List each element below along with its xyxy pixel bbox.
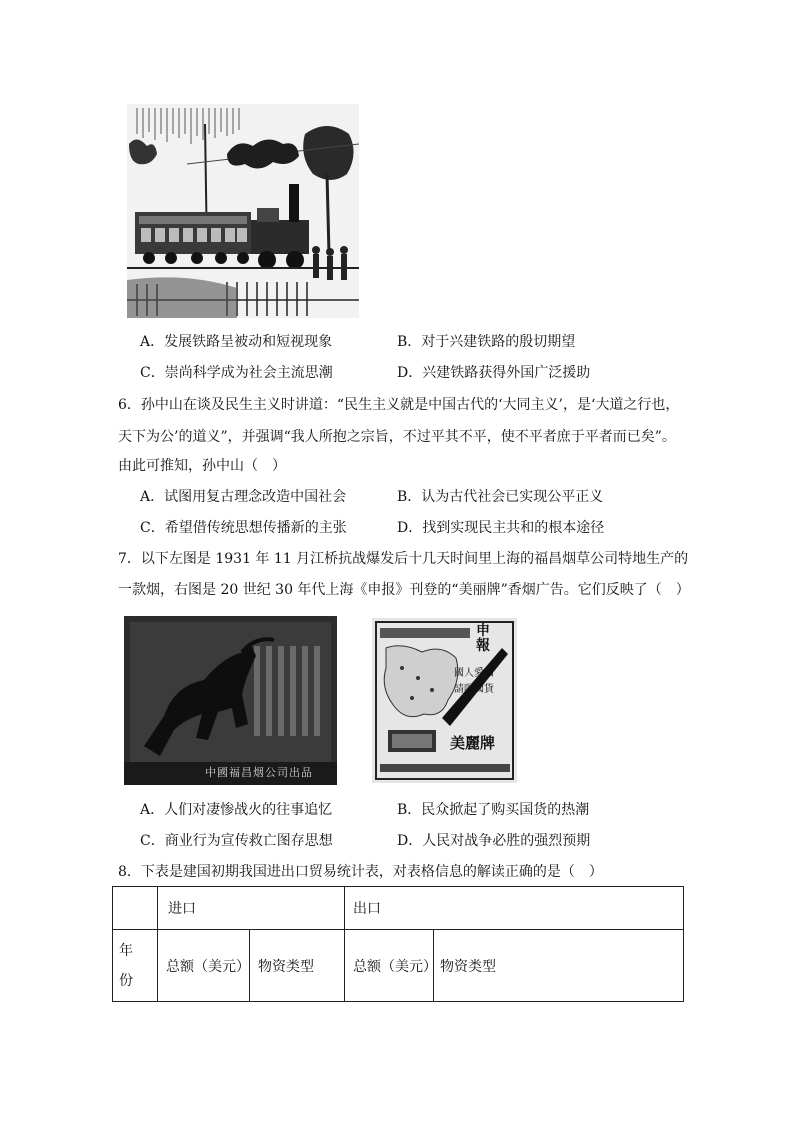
table-year-header-char2: 份 xyxy=(119,972,133,989)
table-export-header: 出口 xyxy=(345,887,684,930)
q6-stem-line3: 由此可推知，孙中山（ ） xyxy=(118,458,286,474)
shenbao-masthead: 申報 xyxy=(476,623,490,654)
q7-option-c: C．商业行为宣传救亡图存思想 xyxy=(140,833,333,849)
q6-option-c: C．希望借传统思想传播新的主张 xyxy=(140,520,347,536)
table-corner-cell xyxy=(113,887,158,930)
shenbao-ad-figure xyxy=(372,618,517,783)
q5-option-c: C．崇尚科学成为社会主流思潮 xyxy=(140,365,333,381)
table-import-type-header: 物资类型 xyxy=(250,930,345,1002)
q7-stem-line1: 7．以下左图是 1931 年 11 月江桥抗战爆发后十几天时间里上海的福昌烟草公司特地生产的 xyxy=(118,551,689,567)
q6-stem-line2: 天下为公’的道义”，并强调“我人所抱之宗旨，不过平其不平，使不平者庶于平者而已矣”。 xyxy=(118,429,676,445)
q7-option-b: B．民众掀起了购买国货的热潮 xyxy=(397,802,590,818)
q5-option-a: A．发展铁路呈被动和短视现象 xyxy=(140,334,333,350)
q7-option-a: A．人们对凄惨战火的往事追忆 xyxy=(140,802,333,818)
q5-option-b: B．对于兴建铁路的殷切期望 xyxy=(397,334,576,350)
newspaper-ad-icon xyxy=(372,618,517,783)
table-year-header-char1: 年 xyxy=(119,942,133,959)
q8-stem: 8．下表是建国初期我国进出口贸易统计表，对表格信息的解读正确的是（ ） xyxy=(118,864,603,880)
q6-stem-line1: 6．孙中山在谈及民生主义时讲道：“民生主义就是中国古代的‘大同主义’，是‘大道之行也， xyxy=(118,397,680,413)
cigarette-pack-band-text: 中國福昌烟公司出品 xyxy=(205,766,313,779)
table-import-total-header: 总额（美元） xyxy=(158,930,250,1002)
q6-option-a: A．试图用复古理念改造中国社会 xyxy=(140,489,347,505)
trade-table xyxy=(112,886,684,1002)
table-year-header xyxy=(113,930,158,1002)
q7-option-d: D．人民对战争必胜的强烈预期 xyxy=(397,833,591,849)
shenbao-brand: 美麗牌 xyxy=(450,734,496,752)
cigarette-pack-figure xyxy=(124,616,337,785)
q6-option-d: D．找到实现民主共和的根本途径 xyxy=(397,520,605,536)
shenbao-slogan-1: 國人愛國 xyxy=(454,668,494,679)
train-illustration-figure xyxy=(127,104,359,318)
cigarette-pack-bull-icon xyxy=(124,616,337,785)
shenbao-slogan-2: 請吸國貨 xyxy=(454,684,494,695)
q7-stem-line2: 一款烟，右图是 20 世纪 30 年代上海《申报》刊登的“美丽牌”香烟广告。它们反映了（ ） xyxy=(118,582,690,598)
table-import-header: 进口 xyxy=(158,887,345,930)
table-export-type-header: 物资类型 xyxy=(434,930,684,1002)
q6-option-b: B．认为古代社会已实现公平正义 xyxy=(397,489,604,505)
train-illustration-icon xyxy=(127,104,359,318)
table-export-total-header: 总额（美元） xyxy=(345,930,434,1002)
q5-option-d: D．兴建铁路获得外国广泛援助 xyxy=(397,365,591,381)
